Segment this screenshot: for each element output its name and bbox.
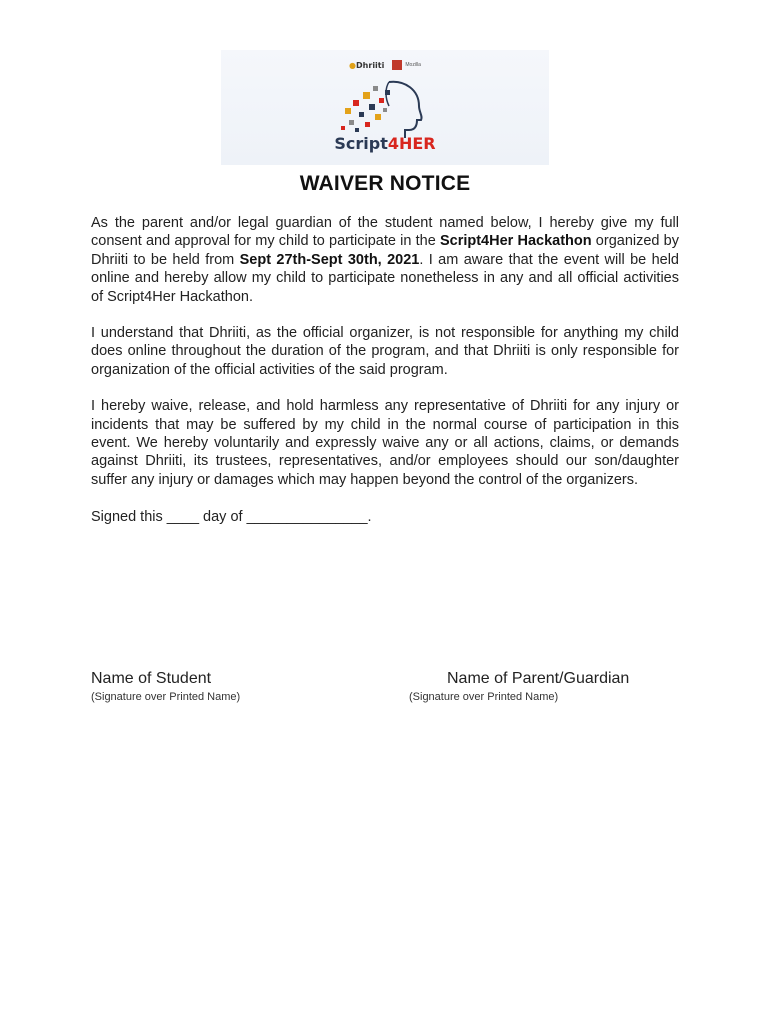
brand-name-main: Script <box>334 134 388 153</box>
student-signature-note: (Signature over Printed Name) <box>91 691 241 703</box>
signed-date-line: Signed this ____ day of _______________. <box>91 509 372 526</box>
paragraph-responsibility: I understand that Dhriiti, as the official organizer, is not responsible for anything my child does online throughout the duration of the program, and that Dhriiti is only responsible for organization of the official activities of the said program. <box>91 325 679 378</box>
partner-logo-text: Mozilla <box>405 62 421 68</box>
head-pixel-emblem-icon <box>339 78 431 140</box>
consent-text-2: organized by Dhriiti to be held from <box>91 233 679 268</box>
parent-signature-block <box>409 670 629 703</box>
student-name-label: Name of Student <box>91 670 212 687</box>
brand-name-accent: 4HER <box>387 134 436 153</box>
dhriiti-logo-text: Dhriiti <box>356 60 385 70</box>
document-body <box>91 214 679 525</box>
parent-name-label: Name of Parent/Guardian <box>447 670 630 687</box>
header-banner <box>221 50 549 165</box>
paragraph-consent <box>91 214 679 306</box>
partner-logo <box>392 60 421 70</box>
partner-logo-icon <box>392 60 402 70</box>
event-name: Script4Her Hackathon <box>439 233 592 250</box>
student-signature-block <box>91 670 240 703</box>
consent-text-3: . I am aware that the event will be held online and hereby allow my child to participate nonetheless in any and all official activities of Script4Her Hackathon. <box>91 251 679 305</box>
parent-signature-note: (Signature over Printed Name) <box>409 691 559 703</box>
brand-name <box>221 134 549 153</box>
dhriiti-logo: ●Dhriiti <box>349 60 385 70</box>
consent-text-1: As the parent and/or legal guardian of the student named below, I hereby give my full consent and approval for my child to participate in the <box>91 215 679 250</box>
document-title: WAIVER NOTICE <box>299 172 471 195</box>
logo-row <box>221 60 549 70</box>
event-dates: Sept 27th-Sept 30th, 2021 <box>239 251 420 268</box>
paragraph-release: I hereby waive, release, and hold harmless any representative of Dhriiti for any injury or incidents that may be suffered by my child in the normal course of participation in this event. We hereby voluntarily and expressly waive any or all actions, claims, or demands against Dhriiti, its trustees, representatives, and/or employees should our son/daughter suffer any injury or damages which may happen beyond the control of the organizers. <box>91 398 679 488</box>
